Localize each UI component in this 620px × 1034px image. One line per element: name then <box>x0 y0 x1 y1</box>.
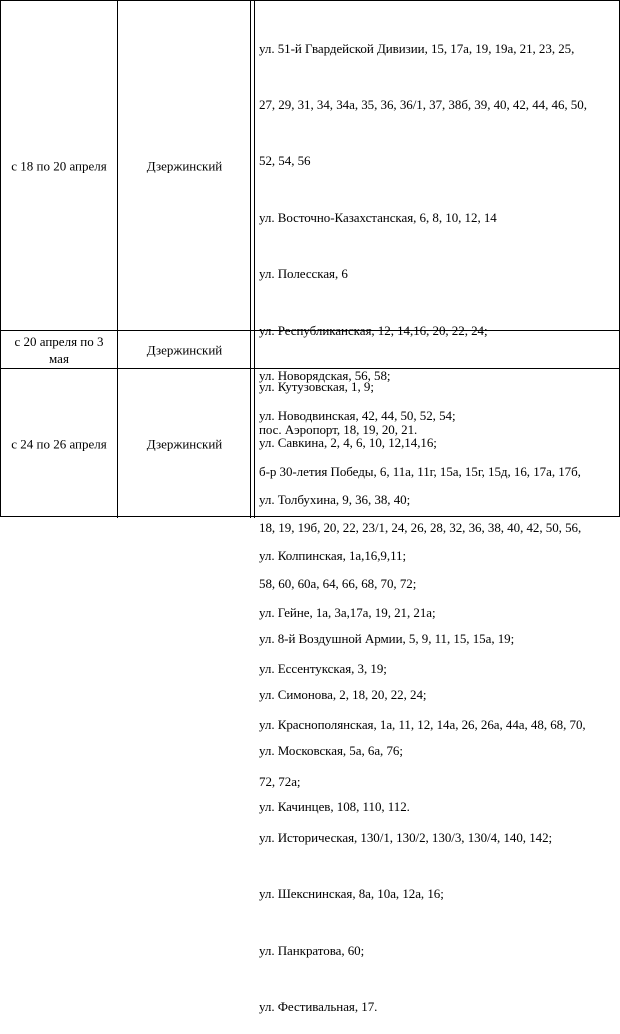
address-line: 18, 19, 19б, 20, 22, 23/1, 24, 26, 28, 32, 36, 38, 40, 42, 50, 56, <box>259 519 582 535</box>
period-text: с 24 по 26 апреля <box>11 436 107 451</box>
address-line: ул. Московская, 5а, 6а, 76; <box>259 742 403 758</box>
district-text: Дзержинский <box>146 342 223 357</box>
district-cell <box>119 331 251 368</box>
address-line: ул. Республиканская, 12, 14,16, 20, 22, 24; <box>259 322 488 338</box>
district-text: Дзержинский <box>146 158 223 173</box>
address-line: ул. Панкратова, 60; <box>259 942 365 958</box>
district-cell <box>119 369 251 518</box>
address-line: ул. Ессентукская, 3, 19; <box>259 660 387 676</box>
address-line: ул. Симонова, 2, 18, 20, 22, 24; <box>259 687 427 703</box>
period-cell <box>1 1 118 330</box>
address-line: ул. Шекснинская, 8а, 10а, 12а, 16; <box>259 886 444 902</box>
address-line: ул. 8-й Воздушной Армии, 5, 9, 11, 15, 15а, 19; <box>259 631 515 647</box>
address-line: ул. Краснополянская, 1а, 11, 12, 14а, 26, 26а, 44а, 48, 68, 70, <box>259 717 586 733</box>
period-cell <box>1 331 118 368</box>
period-text: с 18 по 20 апреля <box>11 158 107 173</box>
address-line: б-р 30-летия Победы, 6, 11а, 11г, 15а, 15г, 15д, 16, 17а, 17б, <box>259 463 581 479</box>
address-line: 52, 54, 56 <box>259 153 311 169</box>
address-line: ул. Полесская, 6 <box>259 266 348 282</box>
address-line: ул. Колпинская, 1а,16,9,11; <box>259 548 407 564</box>
district-cell <box>119 1 251 330</box>
address-line: 72, 72а; <box>259 773 301 789</box>
address-line: пос. Аэропорт, 18, 19, 20, 21. <box>259 422 418 437</box>
period-line: мая <box>49 350 69 366</box>
address-line: ул. Гейне, 1а, 3а,17а, 19, 21, 21а; <box>259 604 436 620</box>
address-line: 58, 60, 60а, 64, 66, 68, 70, 72; <box>259 575 417 591</box>
address-line: ул. Восточно-Казахстанская, 6, 8, 10, 12, 14 <box>259 209 497 225</box>
address-line: ул. Качинцев, 108, 110, 112. <box>259 798 410 814</box>
district-text: Дзержинский <box>146 436 223 451</box>
address-list <box>259 370 617 853</box>
address-line: ул. Савкина, 2, 4, 6, 10, 12,14,16; <box>259 435 437 451</box>
address-line: ул. Новорядская, 56, 58; <box>259 368 391 383</box>
address-line: ул. Кутузовская, 1, 9; <box>259 378 374 394</box>
period-cell <box>1 369 118 518</box>
address-line: ул. Историческая, 130/1, 130/2, 130/3, 130/4, 140, 142; <box>259 830 553 846</box>
address-line: ул. 51-й Гвардейской Дивизии, 15, 17а, 19, 19а, 21, 23, 25, <box>259 40 575 56</box>
address-line: ул. Новодвинская, 42, 44, 50, 52, 54; <box>259 408 456 424</box>
period-text <box>1 333 117 367</box>
address-line: ул. Толбухина, 9, 36, 38, 40; <box>259 491 411 507</box>
address-line: ул. Фестивальная, 17. <box>259 999 378 1015</box>
address-line: 27, 29, 31, 34, 34а, 35, 36, 36/1, 37, 38б, 39, 40, 42, 44, 46, 50, <box>259 96 587 112</box>
period-line: с 20 апреля по 3 <box>14 333 104 349</box>
